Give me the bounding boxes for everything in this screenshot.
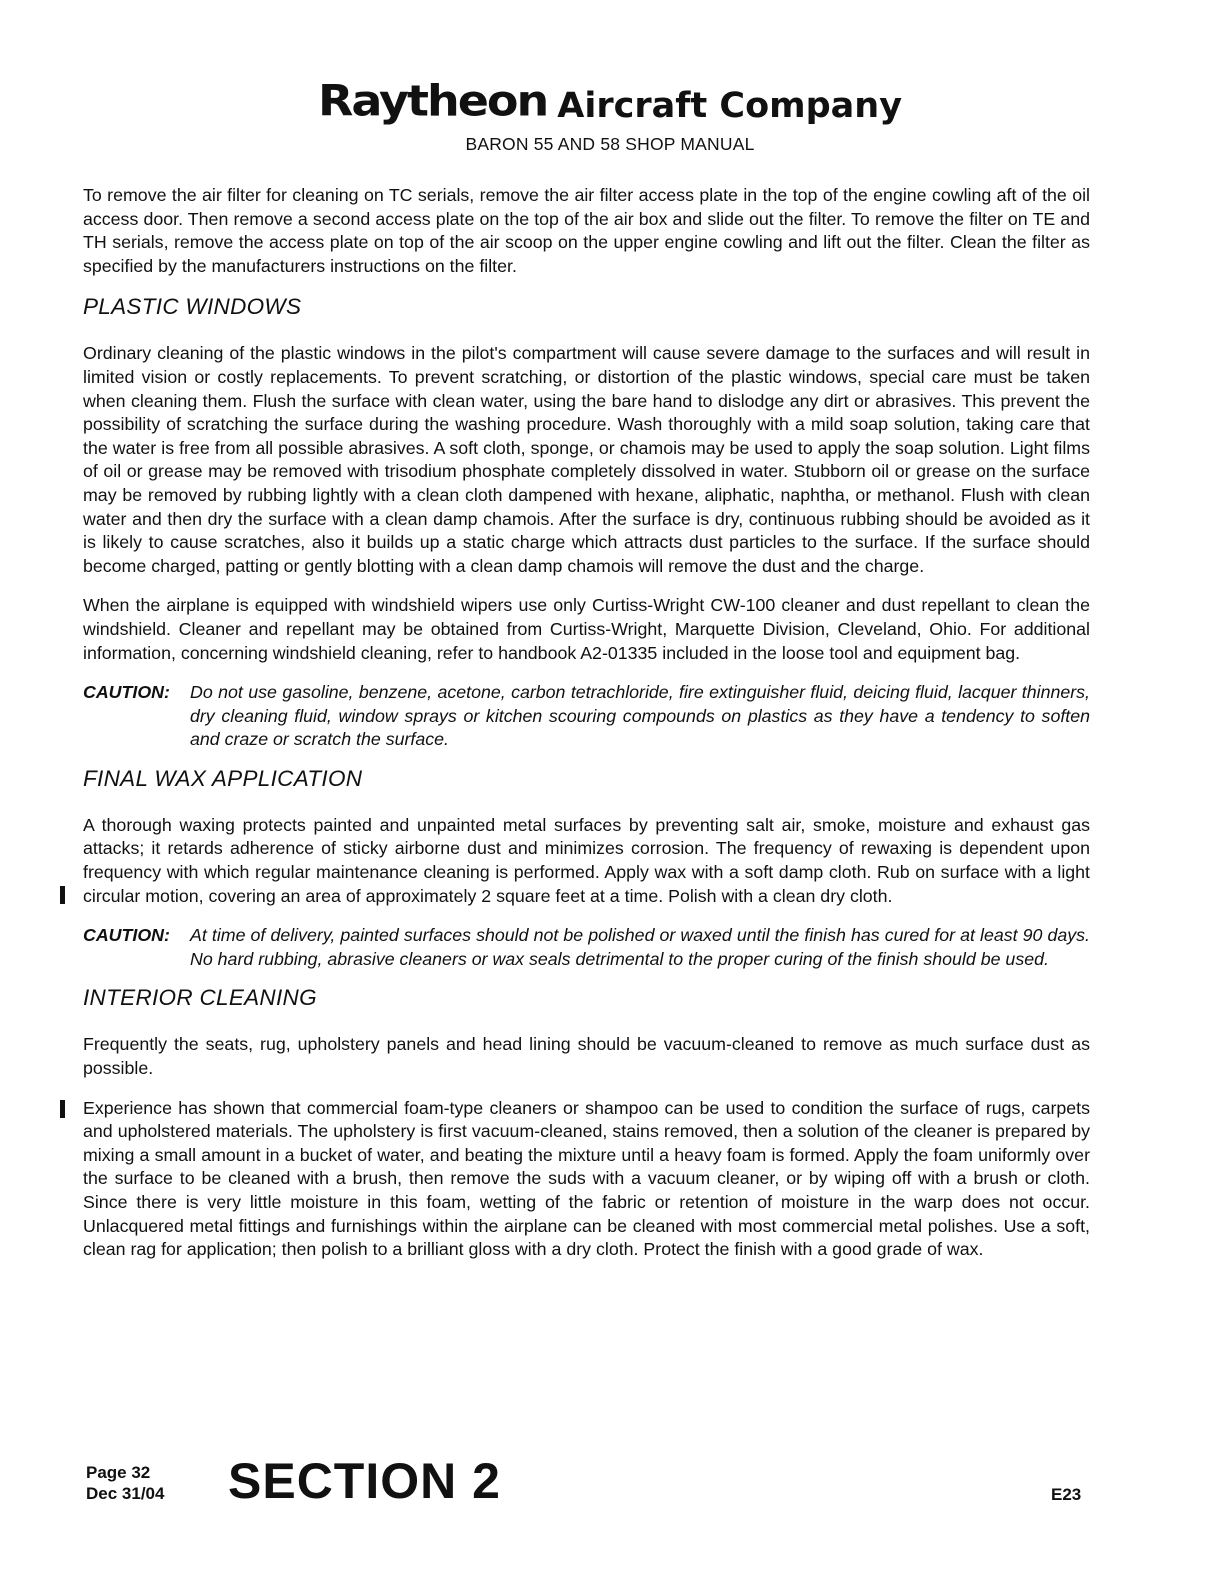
brand-title bbox=[0, 78, 1220, 124]
caution-text: At time of delivery, painted surfaces should not be polished or waxed until the finish has cured for at least 90 days. No hard rubbing, abrasive cleaners or wax seals detrimental to the proper curing of the finish should be used. bbox=[190, 925, 1090, 969]
caution-text: Do not use gasoline, benzene, acetone, carbon tetrachloride, fire extinguisher fluid, deicing fluid, lacquer thinners, dry cleaning fluid, window sprays or kitchen scouring compounds on plastics as they have a tendency to soften and craze or scratch the surface. bbox=[190, 682, 1090, 750]
brand-company: Aircraft Company bbox=[557, 86, 903, 126]
interior-cleaning-paragraph-1: Frequently the seats, rug, upholstery panels and head lining should be vacuum-cleaned to remove as much surface dust as possible. bbox=[83, 1034, 1090, 1079]
plastic-windows-paragraph-1: Ordinary cleaning of the plastic windows in the pilot's compartment will cause severe damage to the surfaces and will result in limited vision or costly replacements. To prevent scratching, or distortion of the plastic windows, special care must be taken when cleaning them. Flush the surface with clean water, using the bare hand to dislodge any dirt or abrasives. This prevent the possibility of scratching the surface during the washing procedure. Wash thoroughly with a mild soap solution, taking care that the water is free from all possible abrasives. A soft cloth, sponge, or chamois may be used to apply the soap solution. Light films of oil or grease may be removed with trisodium phosphate completely dissolved in water. Stubborn oil or grease on the surface may be removed by rubbing lightly with a clean cloth dampened with hexane, aliphatic, naphtha, or methanol. Flush with clean water and then dry the surface with a clean damp chamois. After the surface is dry, continuous rubbing should be avoided as it is likely to cause scratches, also it builds up a static charge which attracts dust particles to the surface. If the surface should become charged, patting or gently blotting with a clean damp chamois will remove the dust and the charge. bbox=[83, 343, 1090, 576]
caution-label: CAUTION: bbox=[83, 925, 170, 946]
plastic-windows-paragraph-2: When the airplane is equipped with windshield wipers use only Curtiss-Wright CW-100 cleaner and dust repellant to clean the windshield. Cleaner and repellant may be obtained from Curtiss-Wright, Marquette Division, Cleveland, Ohio. For additional information, concerning windshield cleaning, refer to handbook A2-01335 included in the loose tool and equipment bag. bbox=[83, 595, 1090, 663]
caution-plastics bbox=[83, 681, 1090, 752]
interior-cleaning-paragraph-2: Experience has shown that commercial foam-type cleaners or shampoo can be used to condition the surface of rugs, carpets and upholstered materials. The upholstery is first vacuum-cleaned, stains removed, then a solution of the cleaner is prepared by mixing a small amount in a bucket of water, and beating the mixture until a heavy foam is formed. Apply the foam uniformly over the surface to be cleaned with a brush, then remove the suds with a vacuum cleaner, or by wiping off with a brush or cloth. Since there is very little moisture in this foam, wetting of the fabric or retention of moisture in the warp does not occur. Unlacquered metal fittings and furnishings within the airplane can be cleaned with most commercial metal polishes. Use a soft, clean rag for application; then polish to a brilliant gloss with a dry cloth. Protect the finish with a good grade of wax. bbox=[83, 1097, 1090, 1260]
manual-title: BARON 55 AND 58 SHOP MANUAL bbox=[465, 134, 755, 154]
page-header bbox=[0, 78, 1220, 155]
page-content bbox=[83, 184, 1090, 1278]
final-wax-paragraph-block bbox=[83, 814, 1090, 908]
caution-wax bbox=[83, 924, 1090, 971]
caution-label: CAUTION: bbox=[83, 682, 170, 703]
page-number: Page 32 bbox=[86, 1463, 151, 1482]
page-footer bbox=[0, 1453, 1220, 1538]
heading-plastic-windows: PLASTIC WINDOWS bbox=[83, 294, 302, 320]
heading-final-wax-application: FINAL WAX APPLICATION bbox=[83, 765, 363, 791]
section-label: SECTION 2 bbox=[228, 1453, 501, 1509]
interior-cleaning-paragraph-block bbox=[83, 1097, 1090, 1262]
change-bar bbox=[60, 1100, 65, 1118]
document-code: E23 bbox=[1051, 1485, 1082, 1504]
page-date: Dec 31/04 bbox=[86, 1484, 165, 1503]
change-bar bbox=[60, 886, 65, 904]
brand-logo: Raytheon bbox=[317, 76, 548, 126]
intro-paragraph: To remove the air filter for cleaning on TC serials, remove the air filter access plate in the top of the engine cowling aft of the oil access door. Then remove a second access plate on the top of the air box and slide out the filter. To remove the filter on TE and TH serials, remove the access plate on top of the air scoop on the upper engine cowling and lift out the filter. Clean the filter as specified by the manufacturers instructions on the filter. bbox=[83, 185, 1090, 276]
heading-interior-cleaning: INTERIOR CLEANING bbox=[83, 985, 317, 1011]
final-wax-paragraph: A thorough waxing protects painted and unpainted metal surfaces by preventing salt air, smoke, moisture and exhaust gas attacks; it retards adherence of sticky airborne dust and minimizes corrosion. The frequency of rewaxing is dependent upon frequency with which regular maintenance cleaning is performed. Apply wax with a soft damp cloth. Rub on surface with a light circular motion, covering an area of approximately 2 square feet at a time. Polish with a clean dry cloth. bbox=[83, 814, 1090, 906]
page-info bbox=[86, 1462, 164, 1504]
